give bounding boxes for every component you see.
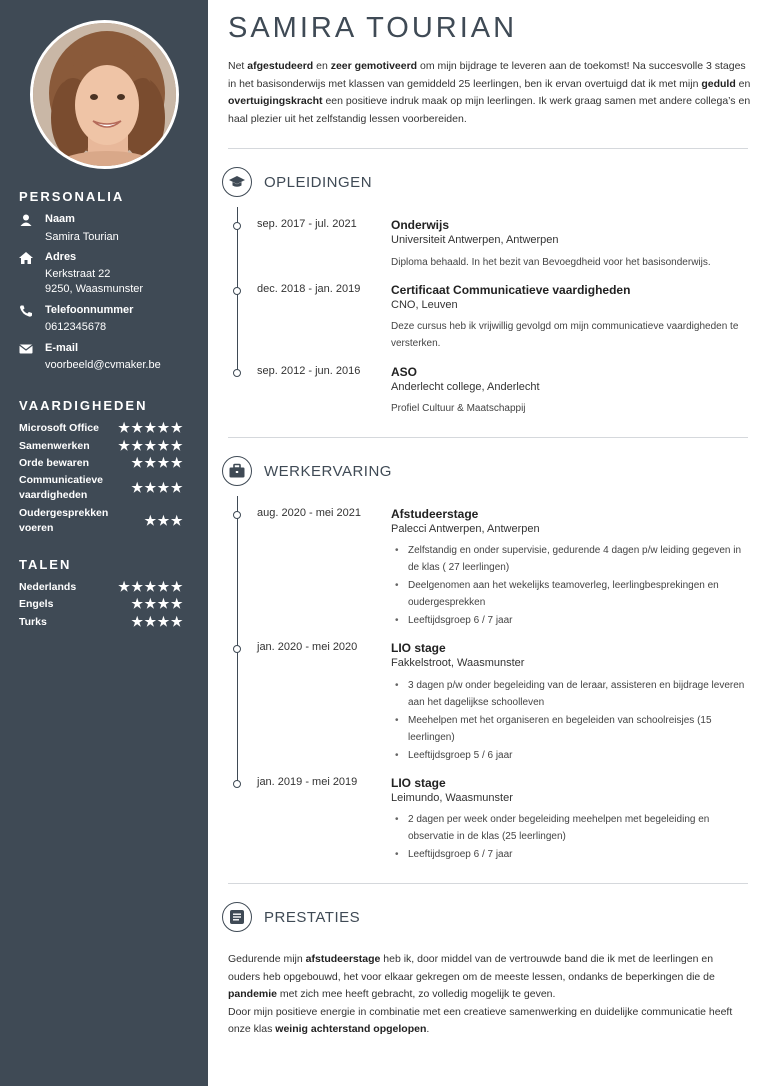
profile-photo: [30, 20, 179, 169]
skill-item: Oudergesprekken voeren ★★★: [19, 507, 184, 534]
bullet-item: • Leeftijdsgroep 6 / 7 jaar: [391, 846, 751, 863]
language-item: Turks ★★★★: [19, 614, 184, 629]
bullet-item: • Deelgenomen aan het wekelijks teamoverleg, leerlingbesprekingen en oudergesprekken: [391, 577, 751, 612]
entry-subtitle: CNO, Leuven: [391, 299, 458, 311]
star-rating: ★★★★★: [118, 420, 184, 435]
skill-item: Orde bewaren ★★★★: [19, 455, 184, 470]
bullet-item: • 2 dagen per week onder begeleiding meehelpen met begeleiding en observatie in de klas (25 leerlingen): [391, 811, 751, 846]
star-rating: ★★★★★: [118, 579, 184, 594]
entry-date: sep. 2012 - jun. 2016: [257, 365, 361, 377]
entry-description: Diploma behaald. In het bezit van Bevoegdheid voor het basisonderwijs.: [391, 257, 711, 268]
language-item: Engels ★★★★: [19, 596, 184, 611]
language-item: Nederlands ★★★★★: [19, 579, 184, 594]
entry-description: Deze cursus heb ik vrijwillig gevolgd om mijn communicatieve vaardigheden te versterken.: [391, 321, 739, 349]
envelope-icon: [19, 343, 33, 355]
entry-date: sep. 2017 - jul. 2021: [257, 218, 357, 230]
entry-bullets: [391, 542, 751, 629]
entry-subtitle: Fakkelstroot, Waasmunster: [391, 657, 525, 669]
bullet-item: • Zelfstandig en onder supervisie, gedurende 4 dagen p/w leiding gegeven in de klas ( 27 leerlingen): [391, 542, 751, 577]
entry-title: ASO: [391, 365, 418, 379]
graduation-cap-icon: [222, 167, 252, 197]
home-icon: [19, 252, 33, 264]
divider: [228, 883, 748, 884]
education-title: OPLEIDINGEN: [264, 174, 373, 191]
entry-subtitle: Universiteit Antwerpen, Antwerpen: [391, 234, 559, 246]
sidebar: PERSONALIA Naam Samira Tourian Adres Kerkstraat 22 9250, Waasmunster Telefoonnummer 0612345678 E-mail voorbeeld@cvmaker.be VAARDIGHEDEN Microsoft Office ★★★★★ Samenwerken ★★★★★ Orde bewaren ★★★★ Communicatieve vaardigheden ★★★★ Oudergesprekken voeren ★★★ TALEN Nederlands ★★★★★ Engels ★★★★ Turks ★★★★: [0, 0, 208, 1086]
divider: [228, 148, 748, 149]
star-rating: ★★★★: [131, 455, 184, 470]
timeline-line: [237, 496, 238, 786]
entry-date: jan. 2019 - mei 2019: [257, 776, 358, 788]
work-title: WERKERVARING: [264, 463, 392, 480]
entry-title: Onderwijs: [391, 218, 450, 232]
achievements-text: Gedurende mijn afstudeerstage heb ik, door middel van de vertrouwde band die ik met de leerlingen en ouders heb opgebouwd, het voor elkaar gekregen om de meeste lessen, ondanks de beperkingen die de pandemie met zich mee heeft gebracht, zo volledig mogelijk te geven. Door mijn positieve energie in combinatie met een creatieve samenwerking en duidelijke communicatie heeft onze klas weinig achterstand opgelopen.: [228, 953, 733, 1035]
briefcase-icon: [222, 456, 252, 486]
divider: [228, 437, 748, 438]
timeline-dot: [233, 780, 241, 788]
timeline-dot: [233, 369, 241, 377]
full-name: SAMIRA TOURIAN: [228, 12, 518, 44]
entry-subtitle: Leimundo, Waasmunster: [391, 792, 513, 804]
entry-title: Afstudeerstage: [391, 507, 479, 521]
timeline-dot: [233, 222, 241, 230]
entry-subtitle: Palecci Antwerpen, Antwerpen: [391, 523, 540, 535]
phone-icon: [19, 305, 33, 317]
timeline-dot: [233, 287, 241, 295]
user-icon: [19, 214, 33, 226]
entry-description: Profiel Cultuur & Maatschappij: [391, 403, 526, 414]
bullet-item: • Leeftijdsgroep 5 / 6 jaar: [391, 747, 751, 764]
skill-item: Communicatieve vaardigheden ★★★★: [19, 474, 184, 501]
personalia-title: PERSONALIA: [19, 189, 125, 204]
main-content: [208, 0, 768, 1086]
achievements-title: PRESTATIES: [264, 909, 361, 926]
entry-date: jan. 2020 - mei 2020: [257, 641, 358, 653]
list-icon: [222, 902, 252, 932]
entry-subtitle: Anderlecht college, Anderlecht: [391, 381, 540, 393]
intro-text: Net afgestudeerd en zeer gemotiveerd om mijn bijdrage te leveren aan de toekomst! Na succesvolle 3 stages in het basisonderwijs met klassen van gemiddeld 25 leerlingen, ben ik ervan overtuigd dat ik met mijn geduld en overtuigingskracht een positieve indruk maak op mijn leerlingen. Ik werk graag samen met andere collega’s en haal plezier uit het zelfstandig lessen voorbereiden.: [228, 60, 751, 125]
star-rating: ★★★★: [131, 596, 184, 611]
bullet-item: • Leeftijdsgroep 6 / 7 jaar: [391, 612, 751, 629]
star-rating: ★★★: [144, 513, 184, 528]
entry-title: LIO stage: [391, 776, 446, 790]
entry-bullets: [391, 677, 751, 764]
timeline-dot: [233, 511, 241, 519]
star-rating: ★★★★★: [118, 438, 184, 453]
skill-item: Samenwerken ★★★★★: [19, 438, 184, 453]
entry-title: Certificaat Communicatieve vaardigheden: [391, 283, 631, 297]
entry-date: aug. 2020 - mei 2021: [257, 507, 361, 519]
skills-title: VAARDIGHEDEN: [19, 398, 148, 413]
entry-date: dec. 2018 - jan. 2019: [257, 283, 361, 295]
bullet-item: • Meehelpen met het organiseren en begeleiden van schoolreisjes (15 leerlingen): [391, 712, 751, 747]
entry-bullets: [391, 811, 751, 863]
timeline-dot: [233, 645, 241, 653]
star-rating: ★★★★: [131, 480, 184, 495]
skill-item: Microsoft Office ★★★★★: [19, 420, 184, 435]
star-rating: ★★★★: [131, 614, 184, 629]
bullet-item: • 3 dagen p/w onder begeleiding van de leraar, assisteren en bijdrage leveren aan het dagelijkse schoolleven: [391, 677, 751, 712]
languages-title: TALEN: [19, 557, 72, 572]
entry-title: LIO stage: [391, 641, 446, 655]
